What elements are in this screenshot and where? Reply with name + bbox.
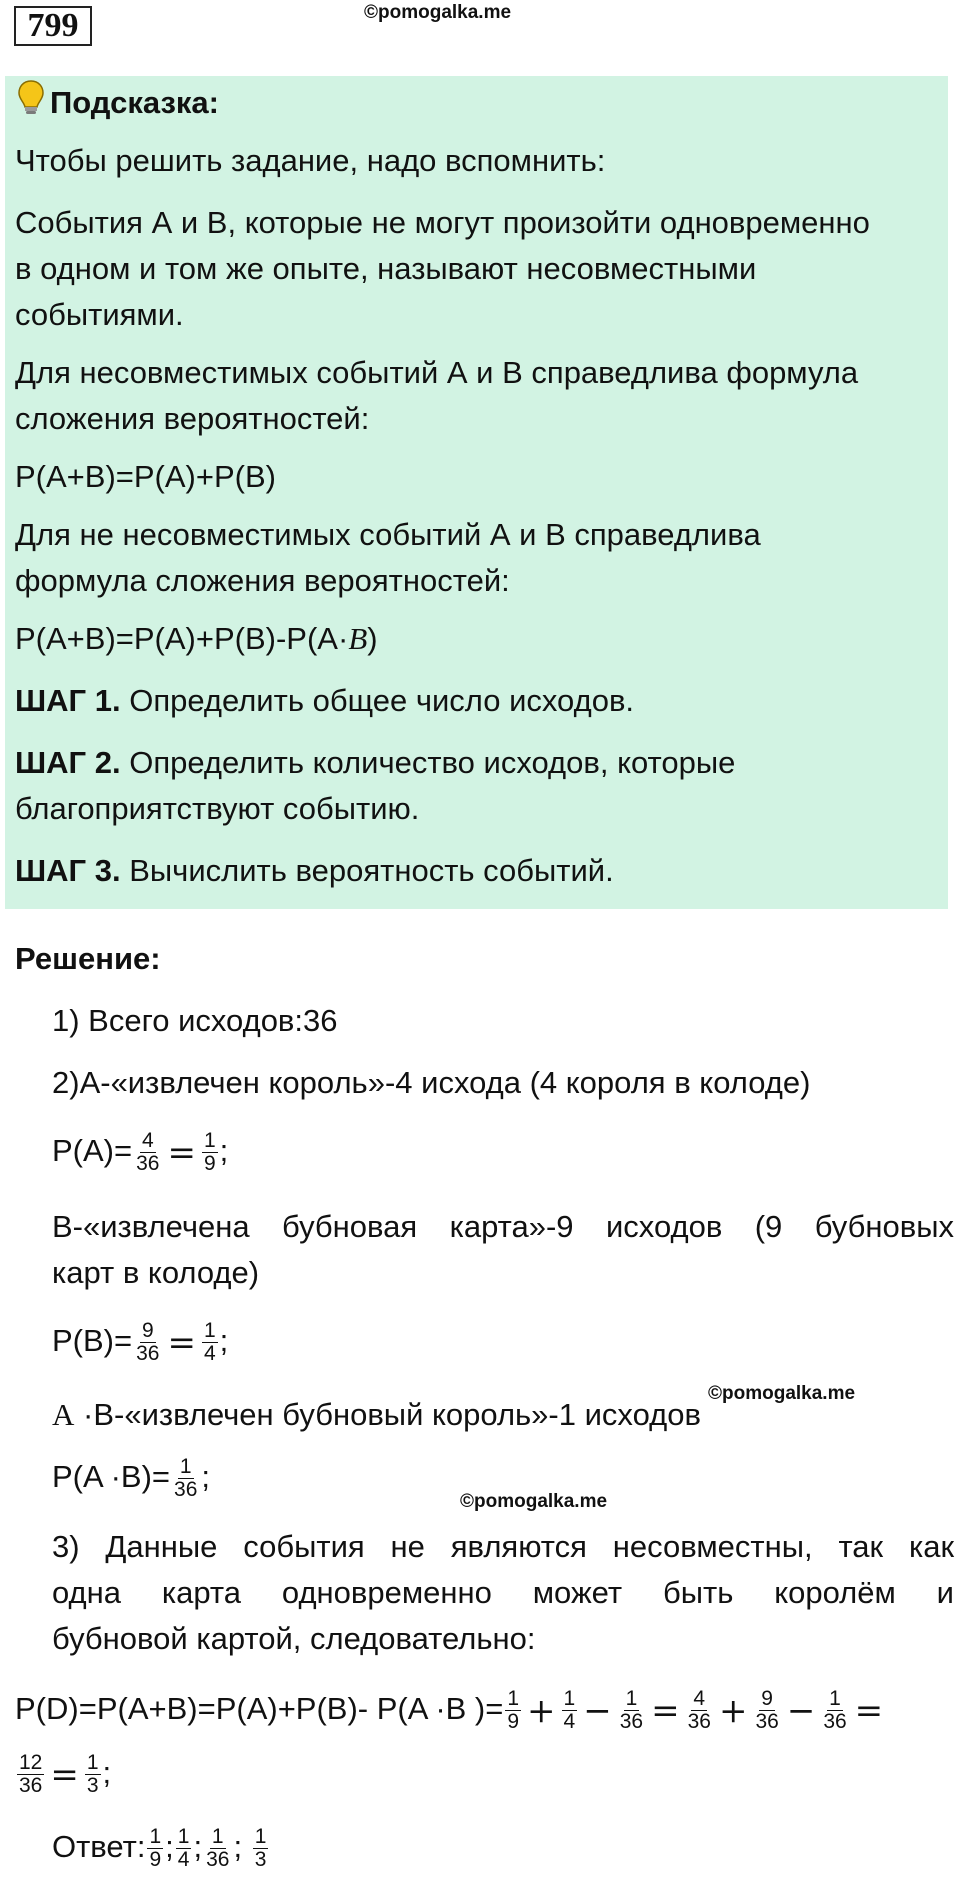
watermark-top: ©pomogalka.me — [364, 2, 512, 23]
hint-formula1: P(A+B)=P(A)+P(B) — [15, 459, 276, 494]
fraction: $\frac{1}{4}$ — [177, 1825, 190, 1872]
solution-title: Решение: — [15, 941, 161, 976]
hint-intro: Чтобы решить задание, надо вспомнить: — [15, 143, 606, 178]
hint-title: Подсказка: — [18, 80, 219, 129]
lightbulb-icon — [18, 80, 44, 129]
hint-step2-line1: ШАГ 2. Определить количество исходов, которые — [15, 745, 736, 780]
hint-def-line1: События А и В, которые не могут произойти одновременно — [15, 205, 870, 240]
fraction: $\frac{1}{4}$ — [203, 1319, 216, 1366]
watermark-bottom: ©pomogalka.me — [460, 1491, 608, 1512]
answer: Ответ: $\frac{1}{9}$ ; $\frac{1}{4}$ ; $\frac{1}{36}$ ; $\frac{1}{3}$ — [52, 1825, 267, 1872]
task-number-badge: 799 — [14, 6, 92, 46]
hint-step1: ШАГ 1. Определить общее число исходов. — [15, 683, 635, 718]
watermark-middle: ©pomogalka.me — [708, 1383, 856, 1404]
event-b-line1: В-«извлечена бубновая карта»-9 исходов (9 бубновых — [52, 1209, 954, 1244]
formula-pb: P(B)= $\frac{9}{36}$ = $\frac{1}{4}$ ; — [52, 1319, 229, 1366]
hint-rule1-line1: Для несовместимых событий А и В справедлива формула — [15, 355, 859, 390]
hint-formula2: P(A+B)=P(A)+P(B)-P(A·B) — [15, 621, 378, 656]
fraction: $\frac{9}{36}$ — [755, 1687, 779, 1734]
formula-pa: P(A)= $\frac{4}{36}$ = $\frac{1}{9}$ ; — [52, 1129, 229, 1176]
fraction: $\frac{1}{9}$ — [507, 1687, 520, 1734]
solution-step3-line3: бубновой картой, следовательно: — [52, 1621, 536, 1656]
fraction: $\frac{4}{36}$ — [687, 1687, 711, 1734]
event-ab: A ·В-«извлечен бубновый король»-1 исходов — [52, 1397, 701, 1432]
fraction: $\frac{9}{36}$ — [136, 1319, 160, 1366]
solution-step3-line2: одна карта одновременно может быть королём и — [52, 1575, 954, 1610]
fraction: $\frac{1}{36}$ — [174, 1455, 198, 1502]
fraction: $\frac{1}{9}$ — [203, 1129, 216, 1176]
fraction: $\frac{4}{36}$ — [136, 1129, 160, 1176]
fraction: $\frac{1}{3}$ — [254, 1825, 267, 1872]
formula-pab: P(A ·B)= $\frac{1}{36}$ ; — [52, 1455, 210, 1502]
fraction: $\frac{1}{3}$ — [86, 1751, 99, 1798]
fraction: $\frac{1}{36}$ — [823, 1687, 847, 1734]
fraction: $\frac{1}{4}$ — [563, 1687, 576, 1734]
fraction: $\frac{1}{36}$ — [619, 1687, 644, 1734]
hint-def-line2: в одном и том же опыте, называют несовместными — [15, 251, 757, 286]
fraction: $\frac{1}{36}$ — [206, 1825, 230, 1872]
hint-def-line3: событиями. — [15, 297, 184, 332]
solution-step2: 2)А-«извлечен король»-4 исхода (4 короля в колоде) — [52, 1065, 811, 1100]
formula-pd-result: $\frac{12}{36}$ = $\frac{1}{3}$ ; — [19, 1751, 112, 1798]
hint-rule1-line2: сложения вероятностей: — [15, 401, 370, 436]
hint-rule2-line2: формула сложения вероятностей: — [15, 563, 510, 598]
fraction: $\frac{1}{9}$ — [149, 1825, 162, 1872]
formula-pd: P(D)=P(A+B)=P(A)+P(B)- P(A ·B )= $\frac{1}{9}$ + $\frac{1}{4}$ − $\frac{1}{36}$ = $\frac{4}{36}$ + $\frac{9}{36}$ − $\frac{1}{36}$ = — [15, 1687, 884, 1734]
hint-rule2-line1: Для не несовместимых событий А и В справедлива — [15, 517, 761, 552]
solution-step1: 1) Всего исходов:36 — [52, 1003, 338, 1038]
hint-step2-line2: благоприятствуют событию. — [15, 791, 420, 826]
solution-step3-line1: 3) Данные события не являются несовместны, так как — [52, 1529, 954, 1564]
hint-step3: ШАГ 3. Вычислить вероятность событий. — [15, 853, 614, 888]
event-b-line2: карт в колоде) — [52, 1255, 260, 1290]
fraction: $\frac{12}{36}$ — [19, 1751, 43, 1798]
